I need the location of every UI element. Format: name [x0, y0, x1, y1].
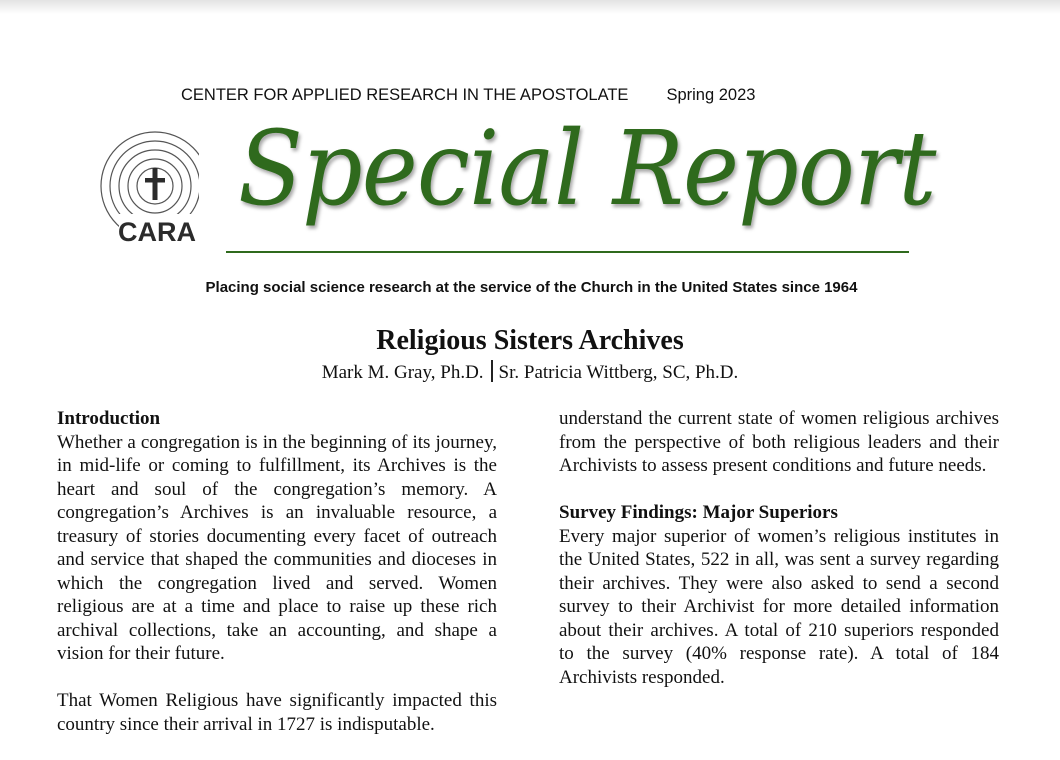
- cara-logo: [97, 130, 199, 246]
- article-authors: [0, 360, 1060, 384]
- intro-paragraph-1: Whether a congregation is in the beginning of its journey, in mid-life or coming to fulfillment, its Archives is the heart and soul of the congregation’s memory. A congregation’s Archives is an invaluable resource, a treasury of stories documenting every facet of outreach and service that shaped the communities and dioceses in which the congregation lived and served. Women religious are at a time and place to raise up these rich archival collections, take an accounting, and shape a vision for their future.: [57, 431, 497, 664]
- right-column: [559, 407, 999, 713]
- intro-paragraph-2: That Women Religious have significantly impacted this country since their arrival in 1727 is indisputable.: [57, 690, 497, 735]
- logo-text: CARA: [118, 217, 196, 246]
- author-2: Sr. Patricia Wittberg, SC, Ph.D.: [498, 362, 739, 383]
- author-separator: [491, 360, 493, 382]
- organization-name: CENTER FOR APPLIED RESEARCH IN THE APOSTOLATE: [181, 86, 629, 104]
- left-column: [57, 407, 497, 760]
- continued-paragraph: understand the current state of women religious archives from the perspective of both religious leaders and their Archivists to assess present conditions and future needs.: [559, 408, 999, 476]
- cross-circles-logo-icon: [97, 130, 199, 246]
- issue-season: Spring 2023: [666, 86, 756, 104]
- masthead-title: Special Report: [238, 109, 936, 229]
- masthead-rule: [226, 251, 909, 253]
- section-heading-survey-findings: Survey Findings: Major Superiors: [559, 502, 838, 523]
- section-heading-introduction: Introduction: [57, 408, 161, 429]
- author-1: Mark M. Gray, Ph.D.: [321, 362, 484, 383]
- article-title: Religious Sisters Archives: [376, 325, 684, 356]
- tagline: Placing social science research at the service of the Church in the United States since 1964: [205, 279, 858, 296]
- newsletter-header: [181, 86, 755, 105]
- survey-paragraph: Every major superior of women’s religious institutes in the United States, 522 in all, was sent a survey regarding their archives. They were also asked to send a second survey to their Archivist for more detailed information about their archives. A total of 210 superiors responded to the survey (40% response rate). A total of 184 Archivists responded.: [559, 525, 999, 688]
- page-top-shadow: [0, 0, 1060, 14]
